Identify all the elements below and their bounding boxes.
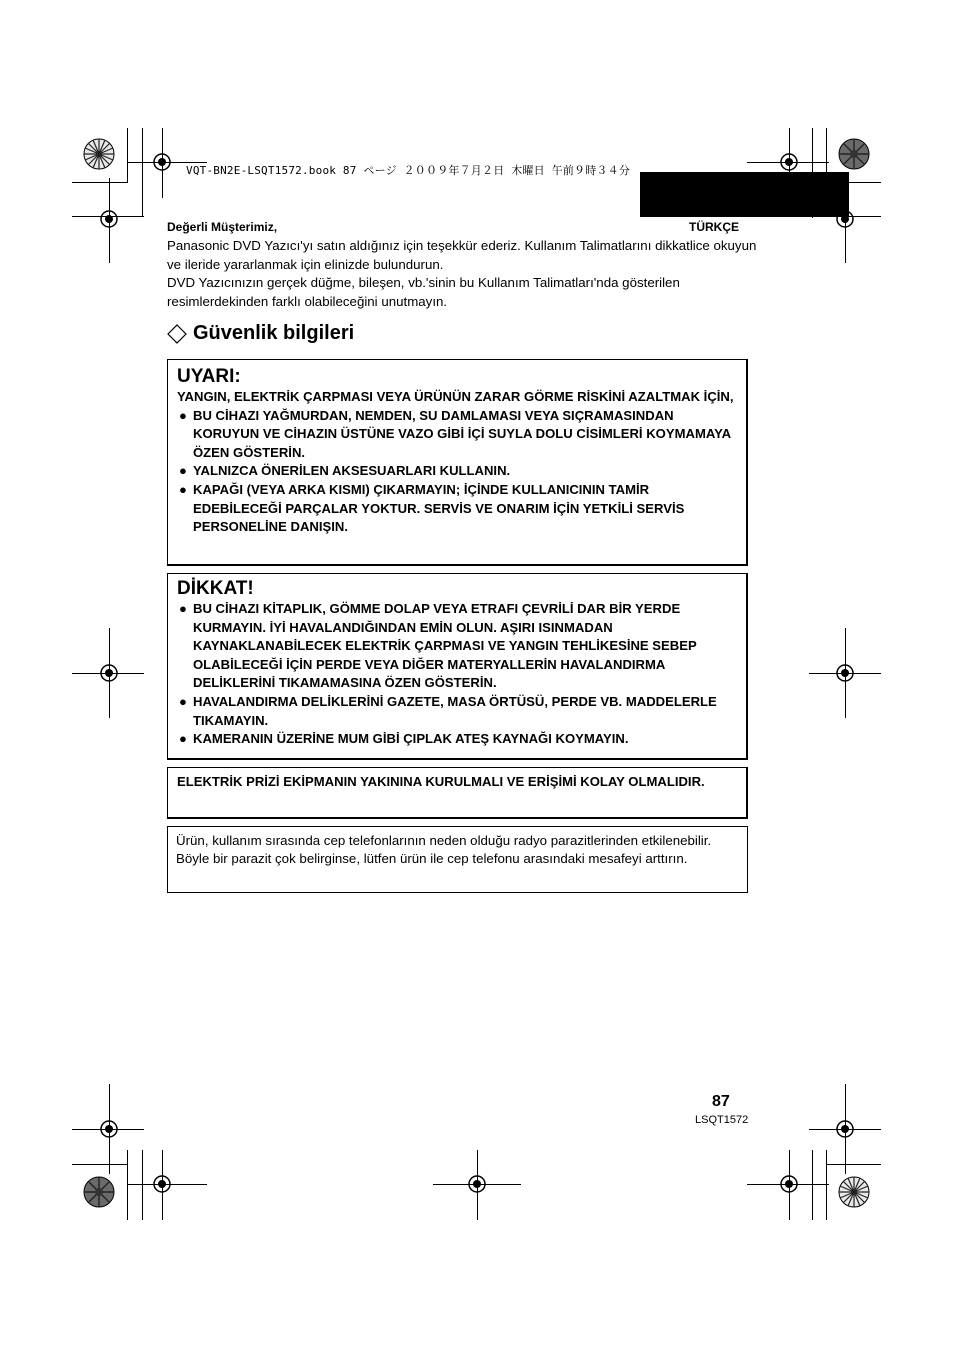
registration-crosshair-icon — [834, 662, 856, 684]
warning-box — [167, 359, 748, 566]
list-item — [177, 730, 737, 749]
registration-crosshair-icon — [834, 1118, 856, 1140]
registration-crosshair-icon — [98, 208, 120, 230]
caution-heading: DİKKAT! — [177, 578, 254, 599]
language-label: TÜRKÇE — [689, 220, 739, 234]
bullet: ● — [179, 407, 187, 423]
registration-crosshair-icon — [151, 1173, 173, 1195]
greeting-paragraph: Panasonic DVD Yazıcı'yı satın aldığınız için teşekkür ederiz. Kullanım Talimatlarını dikkatlice okuyun ve ileride yararlanmak için elinizde bulundurun. — [167, 238, 757, 272]
warning-list — [177, 407, 737, 537]
warning-heading: UYARI: — [177, 366, 241, 387]
document-code: LSQT1572 — [695, 1114, 749, 1126]
list-item-text: YALNIZCA ÖNERİLEN AKSESUARLARI KULLANIN. — [193, 463, 511, 479]
caution-list — [177, 600, 737, 749]
color-wheel-icon — [83, 1176, 115, 1208]
color-wheel-icon — [83, 138, 115, 170]
language-tab — [640, 172, 849, 217]
bullet: ● — [179, 601, 187, 616]
registration-crosshair-icon — [466, 1173, 488, 1195]
bullet: ● — [179, 731, 187, 747]
list-item-text: BU CİHAZI KİTAPLIK, GÖMME DOLAP VEYA ETRAFI ÇEVRİLİ DAR BİR YERDE KURMAYIN. İYİ HAVALANDIĞINDAN EMİN OLUN. AŞIRI ISINMADAN KAYNAKLANABİLECEK ELEKTRİK ÇARPMASI VE YANGIN TEHLİKESİNE SEBEP OLABİLECEĞİ İÇİN PERDE VEYA DİĞER MATERYALLERİN HAVALANDIRMA DELİKLERİNİ TIKAMAMASINA ÖZEN GÖSTERİN. — [193, 601, 697, 691]
section-title: Güvenlik bilgileri — [193, 322, 355, 344]
list-item — [177, 481, 737, 537]
greeting-title: Değerli Müşterimiz, — [167, 220, 278, 234]
phone-notice-text: Ürün, kullanım sırasında cep telefonlarının neden olduğu radyo parazitlerinden etkilenebilir. Böyle bir parazit çok belirginse, lütfen ürün ile cep telefonu arasındaki mesafeyi arttırın. — [176, 833, 712, 866]
outlet-notice-text: ELEKTRİK PRİZİ EKİPMANIN YAKININA KURULMALI VE ERİŞİMİ KOLAY OLMALIDIR. — [177, 774, 705, 789]
warning-intro: YANGIN, ELEKTRİK ÇARPMASI VEYA ÜRÜNÜN ZARAR GÖRME RİSKİNİ AZALTMAK İÇİN, — [177, 389, 734, 404]
registration-crosshair-icon — [98, 662, 120, 684]
list-item-text: BU CİHAZI YAĞMURDAN, NEMDEN, SU DAMLAMASI VEYA SIÇRAMASINDAN KORUYUN VE CİHAZIN ÜSTÜNE VAZO GİBİ İÇİ SUYLA DOLU CİSİMLERİ KOYMAMAYA ÖZEN GÖSTERİN. — [193, 407, 731, 460]
list-item — [177, 462, 737, 481]
bullet: ● — [179, 481, 187, 497]
outlet-notice-box — [167, 767, 748, 819]
diamond-outline-icon — [167, 324, 187, 344]
registration-crosshair-icon — [778, 1173, 800, 1195]
list-item — [177, 600, 737, 693]
file-header-line: VQT-BN2E-LSQT1572.book 87 ページ ２００９年７月２日 木曜日 午前９時３４分 — [186, 164, 631, 177]
bullet: ● — [179, 693, 187, 709]
greeting-paragraph: DVD Yazıcınızın gerçek düğme, bileşen, vb.'sinin bu Kullanım Talimatları'nda gösterilen resimlerdekinden farklı olabileceğini unutmayın. — [167, 275, 680, 309]
list-item-text: KAPAĞI (VEYA ARKA KISMI) ÇIKARMAYIN; İÇİNDE KULLANICININ TAMİR EDEBİLECEĞİ PARÇALAR YOKTUR. SERVİS VE ONARIM İÇİN YETKİLİ SERVİS PERSONELİNE DANIŞIN. — [193, 481, 685, 535]
list-item — [177, 407, 737, 463]
caution-box — [167, 573, 748, 760]
list-item-text: HAVALANDIRMA DELİKLERİNİ GAZETE, MASA ÖRTÜSÜ, PERDE VB. MADDELERLE TIKAMAYIN. — [193, 693, 717, 728]
list-item — [177, 693, 737, 730]
bullet: ● — [179, 463, 187, 479]
greeting-text — [167, 237, 757, 311]
registration-crosshair-icon — [151, 151, 173, 173]
color-wheel-icon — [838, 1176, 870, 1208]
page-number: 87 — [712, 1093, 730, 1110]
registration-crosshair-icon — [778, 151, 800, 173]
registration-crosshair-icon — [98, 1118, 120, 1140]
section-heading — [167, 322, 354, 345]
phone-notice-box — [167, 826, 748, 893]
color-wheel-icon — [838, 138, 870, 170]
list-item-text: KAMERANIN ÜZERİNE MUM GİBİ ÇIPLAK ATEŞ KAYNAĞI KOYMAYIN. — [193, 731, 629, 747]
